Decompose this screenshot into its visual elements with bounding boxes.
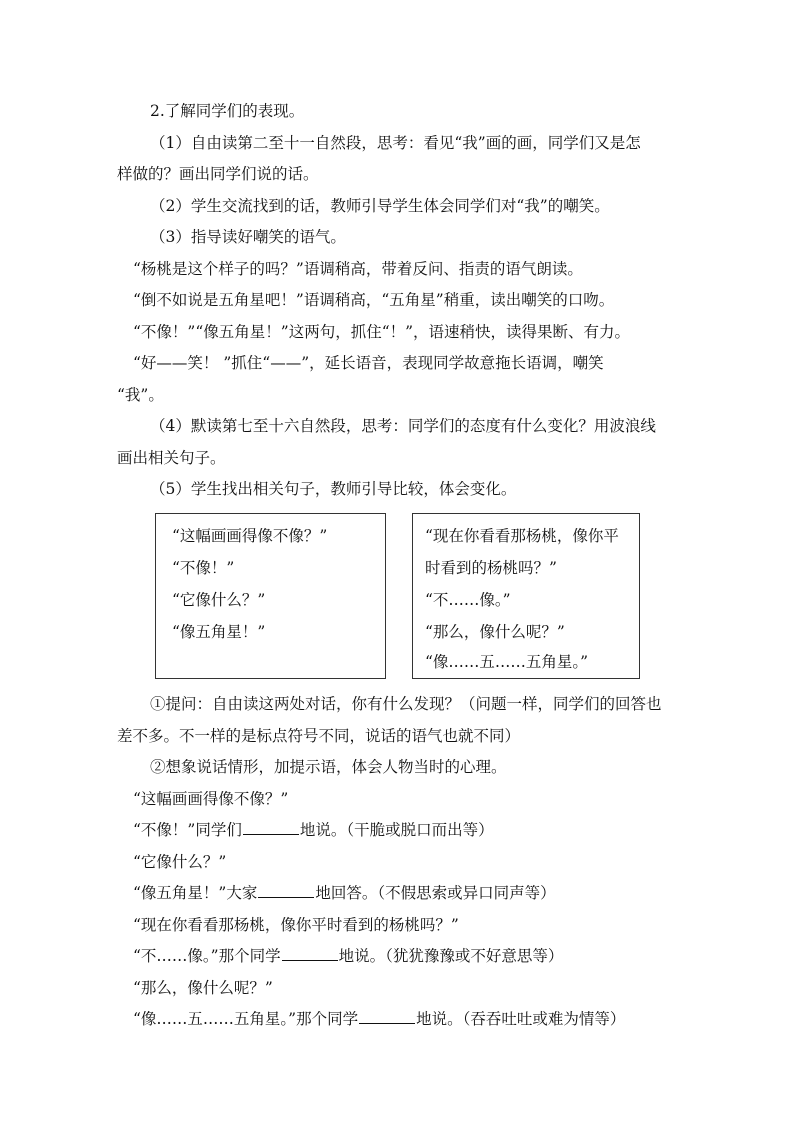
box-line: “像五角星！” — [172, 623, 266, 641]
dialogue-box-right — [412, 513, 640, 679]
paragraph: 差不多。不一样的是标点符号不同，说话的语气也就不同） — [117, 727, 521, 745]
box-line: “像……五……五角星。” — [425, 653, 589, 671]
paragraph: （1）自由读第二至十一自然段，思考：看见“我”画的画，同学们又是怎 — [150, 134, 641, 152]
paragraph: （2）学生交流找到的话，教师引导学生体会同学们对“我”的嘲笑。 — [150, 197, 610, 215]
answer-blank[interactable] — [258, 883, 314, 898]
paragraph: （5）学生找出相关句子，教师引导比较，体会变化。 — [150, 480, 517, 498]
dialogue-box-left — [155, 513, 386, 679]
fill-in-line — [133, 946, 563, 966]
paragraph: 画出相关句子。 — [117, 449, 226, 467]
box-line: “不……像。” — [425, 591, 511, 609]
dialogue-line: “现在你看看那杨桃，像你平时看到的杨桃吗？” — [133, 916, 459, 934]
answer-blank[interactable] — [359, 1009, 415, 1024]
box-line: “不像！” — [172, 559, 235, 577]
fill-text-after: 地说。（犹犹豫豫或不好意思等） — [338, 947, 564, 965]
fill-text-after: 地说。（干脆或脱口而出等） — [299, 821, 494, 839]
dialogue-line: “这幅画画得像不像？” — [133, 790, 289, 808]
answer-blank[interactable] — [243, 820, 299, 835]
paragraph: 样做的？画出同学们说的话。 — [117, 165, 319, 183]
paragraph: “倒不如说是五角星吧！”语调稍高，“五角星”稍重，读出嘲笑的口吻。 — [133, 291, 615, 309]
paragraph: “杨桃是这个样子的吗？”语调稍高，带着反问、指责的语气朗读。 — [133, 260, 583, 278]
box-line: “这幅画画得像不像？” — [172, 527, 328, 545]
dialogue-line: “它像什么？” — [133, 853, 227, 871]
box-line: “那么，像什么呢？” — [425, 623, 565, 641]
fill-text-before: “不……像。”那个同学 — [133, 947, 281, 965]
paragraph: （4）默读第七至十六自然段，思考：同学们的态度有什么变化？用波浪线 — [150, 417, 656, 435]
paragraph: “好——笑！ ”抓住“——”，延长语音，表现同学故意拖长语调，嘲笑 — [133, 354, 604, 372]
dialogue-line: “那么，像什么呢？” — [133, 979, 273, 997]
paragraph: ②想象说话情形，加提示语，体会人物当时的心理。 — [150, 758, 507, 776]
paragraph: （3）指导读好嘲笑的语气。 — [150, 228, 346, 246]
box-line: “现在你看看那杨桃，像你平 — [425, 527, 619, 545]
paragraph: ①提问：自由读这两处对话，你有什么发现？（问题一样，同学们的回答也 — [150, 695, 662, 713]
fill-in-line — [133, 1009, 625, 1029]
fill-in-line — [133, 883, 556, 903]
fill-text-after: 地说。（吞吞吐吐或难为情等） — [416, 1010, 626, 1028]
fill-text-before: “像……五……五角星。”那个同学 — [133, 1010, 359, 1028]
box-line: 时看到的杨桃吗？” — [425, 559, 557, 577]
box-line: “它像什么？” — [172, 591, 266, 609]
fill-text-after: 地回答。（不假思索或异口同声等） — [315, 884, 556, 902]
paragraph: “不像！”“像五角星！”这两句，抓住“！”，语速稍快，读得果断、有力。 — [133, 323, 631, 341]
fill-in-line — [133, 820, 494, 840]
fill-text-before: “不像！”同学们 — [133, 821, 242, 839]
fill-text-before: “像五角星！”大家 — [133, 884, 258, 902]
answer-blank[interactable] — [282, 946, 338, 961]
section-heading: 2.了解同学们的表现。 — [150, 102, 305, 120]
paragraph: “我”。 — [117, 386, 164, 404]
